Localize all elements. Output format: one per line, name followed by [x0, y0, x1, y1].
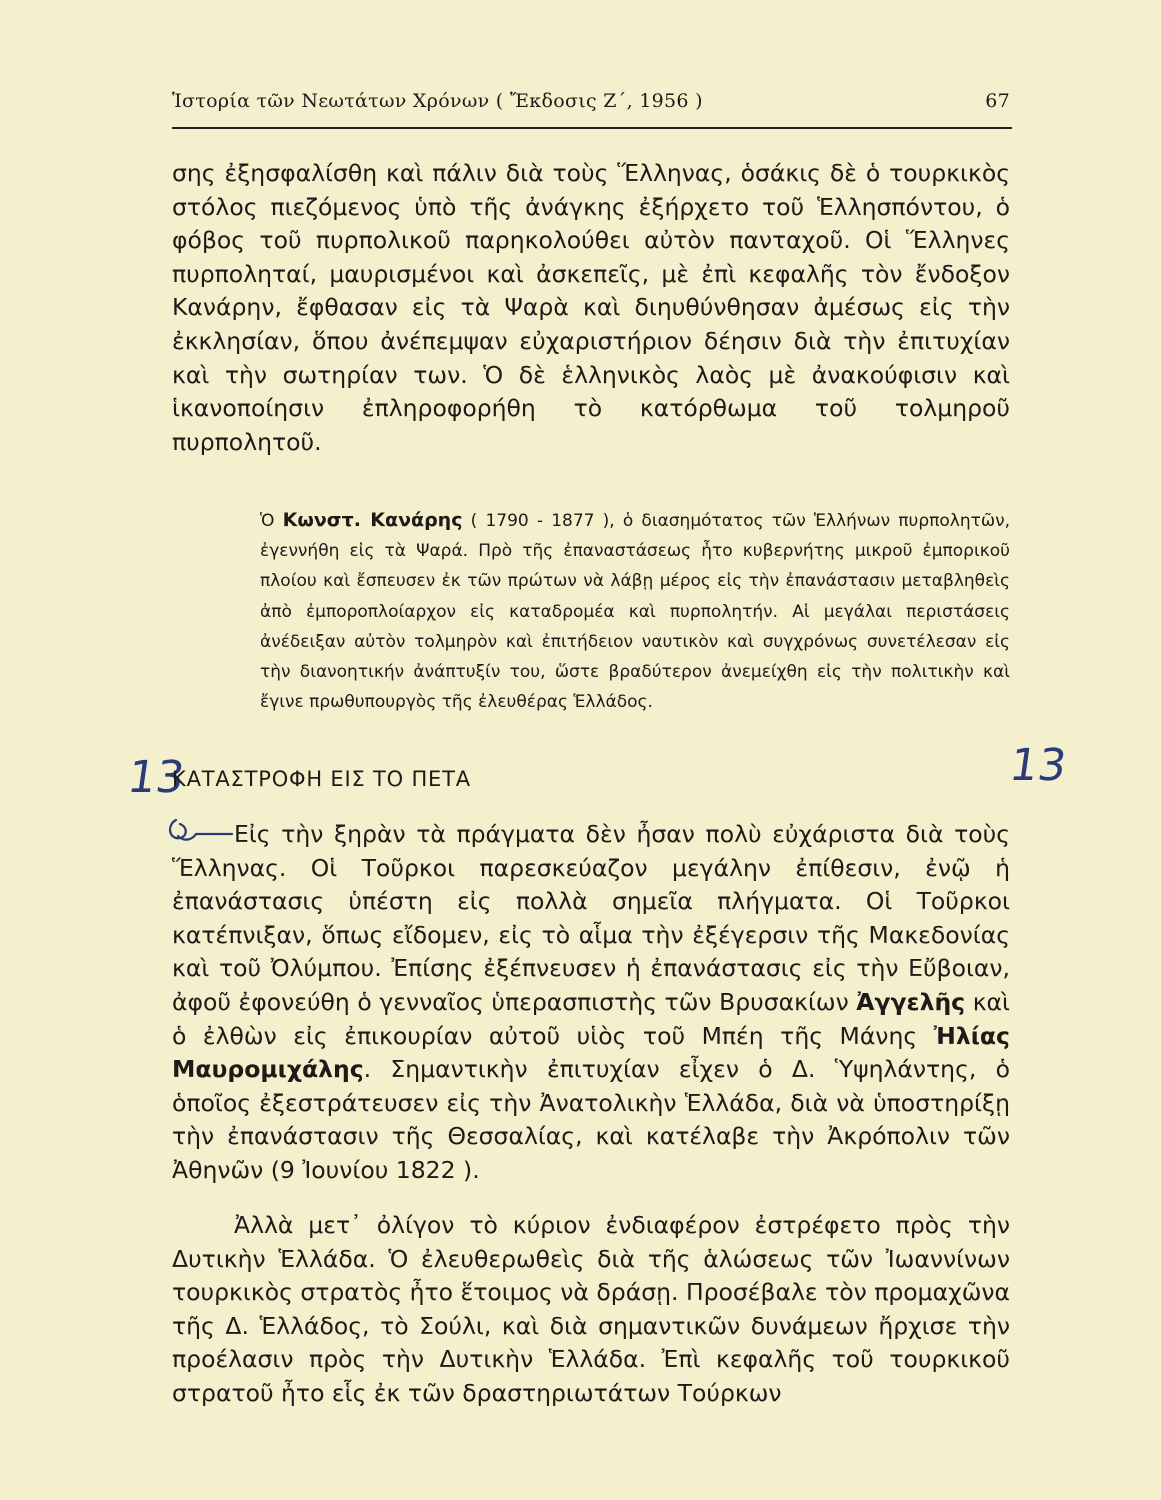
p2-text-b: καὶ ὁ ἐλθὼν εἰς ἐπικουρίαν αὐτοῦ υἱὸς τοῦ Μπέη τῆς Μάνης: [172, 987, 1010, 1050]
section-paragraph-1: [172, 818, 1010, 1188]
biographical-note: [260, 505, 1010, 717]
header-rule: [172, 127, 1012, 129]
p2-bold-name-1: Ἀγγελῆς: [856, 987, 966, 1016]
section-heading: ΚΑΤΑΣΤΡΟΦΗ ΕΙΣ ΤΟ ΠΕΤΑ: [172, 767, 471, 791]
handwritten-mark-left: 13: [124, 752, 188, 803]
book-title: Ἱστορία τῶν Νεωτάτων Χρόνων ( Ἔκδοσις Ζ΄, 1956 ): [172, 90, 703, 112]
note-name: Κωνστ. Κανάρης: [282, 509, 463, 531]
p2-text-c: . Σημαντικὴν ἐπιτυχίαν εἶχεν ὁ Δ. Ὑψηλάντης, ὁ ὁποῖος ἐξεστράτευσεν εἰς τὴν Ἀνατολικὴν Ἑλλάδα, διὰ νὰ ὑποστηρίξῃ τὴν ἐπανάστασιν τῆς Θεσσαλίας, καὶ κατέλαβε τὴν Ἀκρόπολιν τῶν Ἀθηνῶν (9 Ἰουνίου 1822 ).: [172, 1055, 1010, 1184]
p2-text-a: Εἰς τὴν ξηρὰν τὰ πράγματα δὲν ἦσαν πολὺ εὐχάριστα διὰ τοὺς Ἕλληνας. Οἱ Τοῦρκοι παρεσκεύαζον μεγάλην ἐπίθεσιν, ἐνῷ ἡ ἐπανάστασις ὑπέστη εἰς πολλὰ σημεῖα πλήγματα. Οἱ Τοῦρκοι κατέπνιξαν, ὅπως εἴδομεν, εἰς τὸ αἷμα τὴν ἐξέγερσιν τῆς Μακεδονίας καὶ τοῦ Ὀλύμπου. Ἐπίσης ἐξέπνευσεν ἡ ἐπανάστασις εἰς τὴν Εὔβοιαν, ἀφοῦ ἐφονεύθη ὁ γενναῖος ὑπερασπιστὴς τῶν Βρυσακίων: [172, 820, 1010, 1016]
paragraph-continuation: σης ἐξησφαλίσθη καὶ πάλιν διὰ τοὺς Ἕλληνας, ὁσάκις δὲ ὁ τουρκικὸς στόλος πιεζόμενος ὑπὸ τῆς ἀνάγκης ἐξήρχετο τοῦ Ἑλλησπόντου, ὁ φόβος τοῦ πυρπολικοῦ παρηκολούθει αὐτὸν πανταχοῦ. Οἱ Ἕλληνες πυρποληταί, μαυρισμένοι καὶ ἀσκεπεῖς, μὲ ἐπὶ κεφαλῆς τὸν ἔνδοξον Κανάρην, ἔφθασαν εἰς τὰ Ψαρὰ καὶ διηυθύνθησαν ἀμέσως εἰς τὴν ἐκκλησίαν, ὅπου ἀνέπεμψαν εὐχαριστήριον δέησιν διὰ τὴν ἐπιτυχίαν καὶ τὴν σωτηρίαν των. Ὁ δὲ ἑλληνικὸς λαὸς μὲ ἀνακούφισιν καὶ ἱκανοποίησιν ἐπληροφορήθη τὸ κατόρθωμα τοῦ τολμηροῦ πυρπολητοῦ.: [172, 159, 1010, 456]
p2-bold-name-2: Ἠλίας Μαυρομιχάλης: [172, 1021, 1010, 1084]
page-number: 67: [985, 90, 1010, 112]
section-paragraph-2: Ἀλλὰ μετ᾽ ὀλίγον τὸ κύριον ἐνδιαφέρον ἐστρέφετο πρὸς τὴν Δυτικὴν Ἑλλάδα. Ὁ ἐλευθερωθεὶς διὰ τῆς ἁλώσεως τῶν Ἰωαννίνων τουρκικὸς στρατὸς ἦτο ἕτοιμος νὰ δράσῃ. Προσέβαλε τὸν προμαχῶνα τῆς Δ. Ἑλλάδος, τὸ Σούλι, καὶ διὰ σημαντικῶν δυνάμεων ἤρχισε τὴν προέλασιν πρὸς τὴν Δυτικὴν Ἑλλάδα. Ἐπὶ κεφαλῆς τοῦ τουρκικοῦ στρατοῦ ἦτο εἷς ἐκ τῶν δραστηριωτάτων Τούρκων: [172, 1211, 1010, 1407]
note-prefix: Ὁ: [260, 511, 283, 531]
note-text: ( 1790 - 1877 ), ὁ διασημότατος τῶν Ἑλλήνων πυρπολητῶν, ἐγεννήθη εἰς τὰ Ψαρά. Πρὸ τῆς ἐπαναστάσεως ἦτο κυβερνήτης μικροῦ ἐμπορικοῦ πλοίου καὶ ἔσπευσεν ἐκ τῶν πρώτων νὰ λάβῃ μέρος εἰς τὴν ἐπανάστασιν μεταβληθεὶς ἀπὸ ἐμποροπλοίαρχον εἰς καταδρομέα καὶ πυρπολητήν. Αἱ μεγάλαι περιστάσεις ἀνέδειξαν αὐτὸν τολμηρὸν καὶ ἐπιτήδειον ναυτικὸν καὶ συγχρόνως συνετέλεσαν εἰς τὴν διανοητικήν ἀνάπτυξίν του, ὥστε βραδύτερον ἀνεμείχθη εἰς τὴν πολιτικὴν καὶ ἔγινε πρωθυπουργὸς τῆς ἐλευθέρας Ἑλλάδος.: [260, 511, 1010, 713]
running-header: [172, 90, 1010, 112]
handwritten-mark-right: 13: [1006, 740, 1070, 791]
